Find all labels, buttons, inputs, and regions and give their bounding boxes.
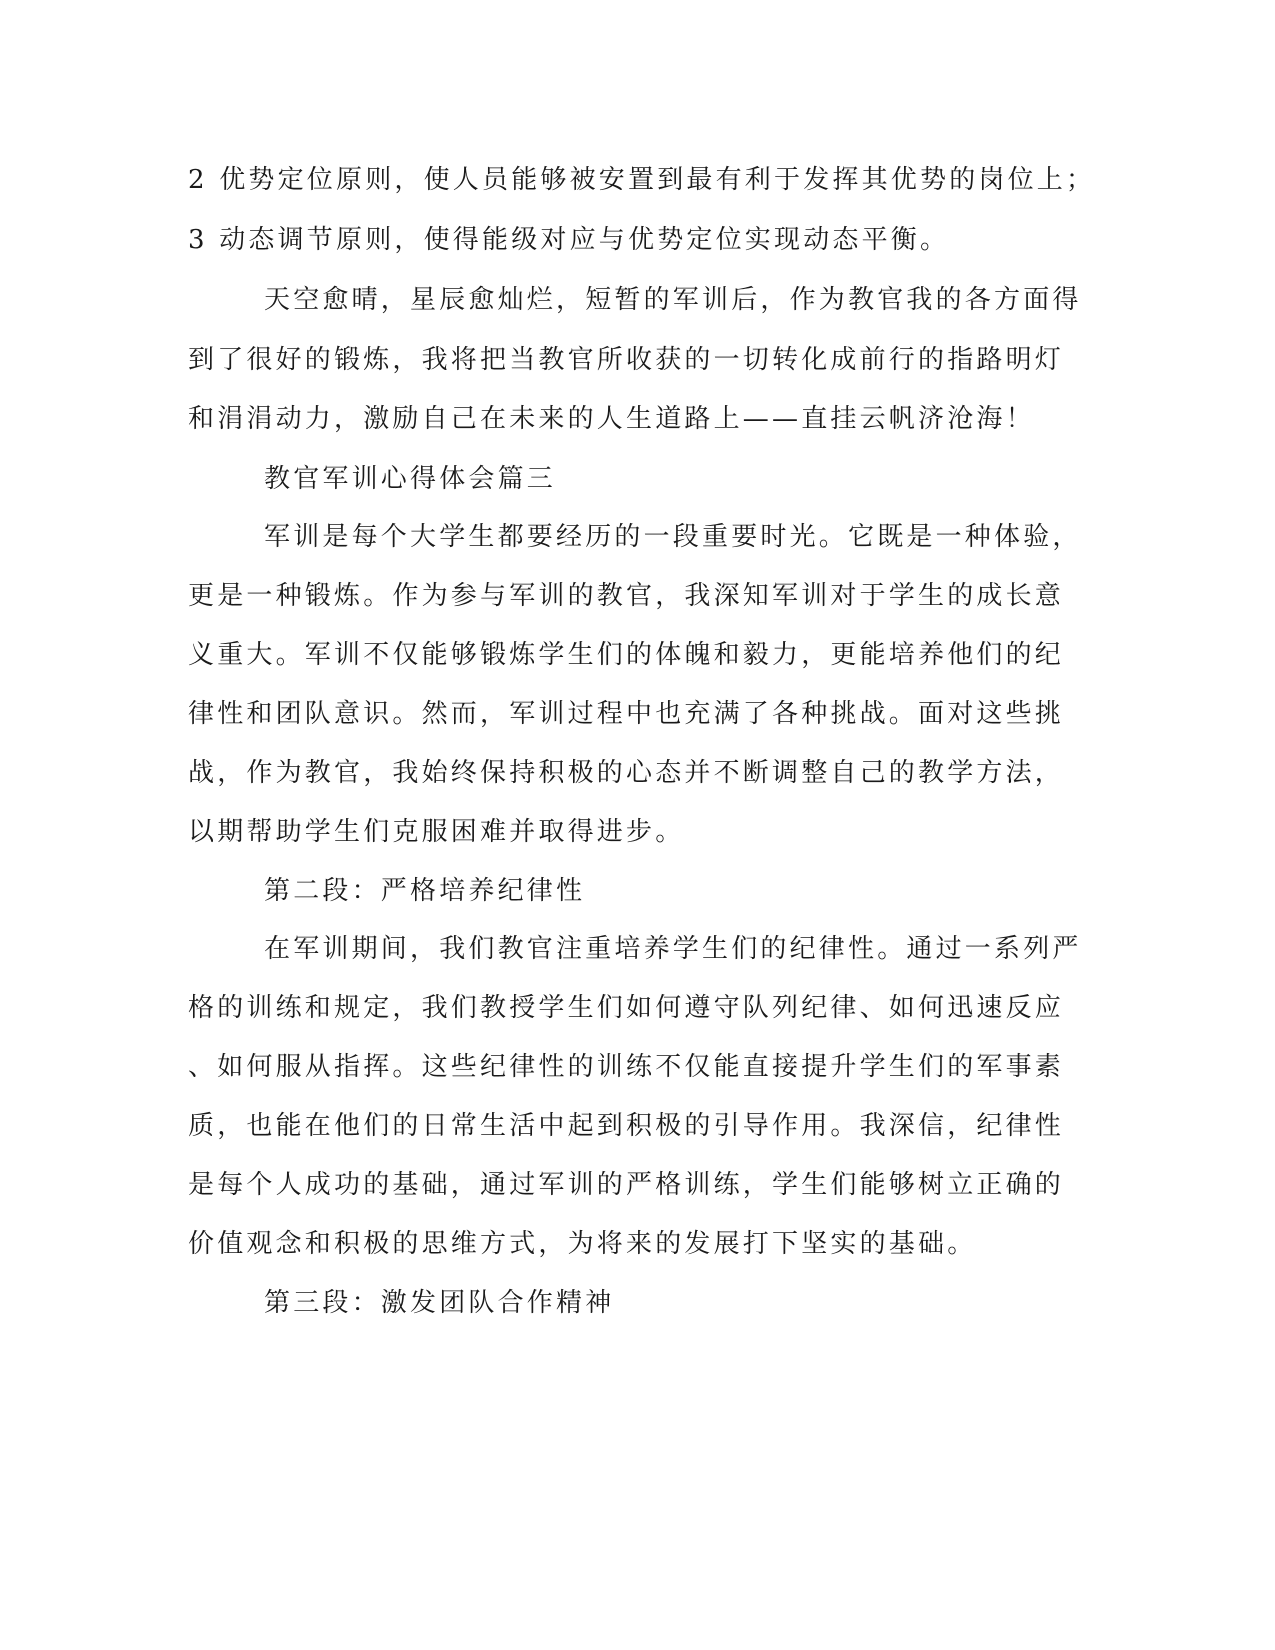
paragraph-line: 和涓涓动力，激励自己在未来的人生道路上——直挂云帆济沧海！: [188, 404, 1035, 434]
paragraph-line: 战，作为教官，我始终保持积极的心态并不断调整自己的教学方法，: [188, 758, 1065, 788]
paragraph-line: 更是一种锻炼。作为参与军训的教官，我深知军训对于学生的成长意: [188, 581, 1065, 611]
paragraph-line: 是每个人成功的基础，通过军训的严格训练，学生们能够树立正确的: [188, 1170, 1065, 1200]
paragraph-line: 到了很好的锻炼，我将把当教官所收获的一切转化成前行的指路明灯: [188, 345, 1065, 375]
paragraph-line: 在军训期间，我们教官注重培养学生们的纪律性。通过一系列严: [264, 934, 1082, 964]
paragraph-line: 律性和团队意识。然而，军训过程中也充满了各种挑战。面对这些挑: [188, 699, 1065, 729]
section-heading: 教官军训心得体会篇三: [264, 464, 557, 494]
paragraph-line: 军训是每个大学生都要经历的一段重要时光。它既是一种体验，: [264, 522, 1082, 552]
paragraph-line: 、如何服从指挥。这些纪律性的训练不仅能直接提升学生们的军事素: [188, 1052, 1065, 1082]
paragraph-line: 义重大。军训不仅能够锻炼学生们的体魄和毅力，更能培养他们的纪: [188, 640, 1065, 670]
section-heading: 第三段：激发团队合作精神: [264, 1288, 615, 1318]
paragraph-line: 价值观念和积极的思维方式，为将来的发展打下坚实的基础。: [188, 1229, 977, 1259]
paragraph-line: 2 优势定位原则，使人员能够被安置到最有利于发挥其优势的岗位上；: [188, 165, 1096, 195]
paragraph-line: 3 动态调节原则，使得能级对应与优势定位实现动态平衡。: [188, 225, 950, 255]
paragraph-line: 格的训练和规定，我们教授学生们如何遵守队列纪律、如何迅速反应: [188, 993, 1065, 1023]
section-heading: 第二段：严格培养纪律性: [264, 876, 586, 906]
paragraph-line: 以期帮助学生们克服困难并取得进步。: [188, 817, 685, 847]
paragraph-line: 天空愈晴，星辰愈灿烂，短暂的军训后，作为教官我的各方面得: [264, 285, 1082, 315]
paragraph-line: 质，也能在他们的日常生活中起到积极的引导作用。我深信，纪律性: [188, 1111, 1065, 1141]
